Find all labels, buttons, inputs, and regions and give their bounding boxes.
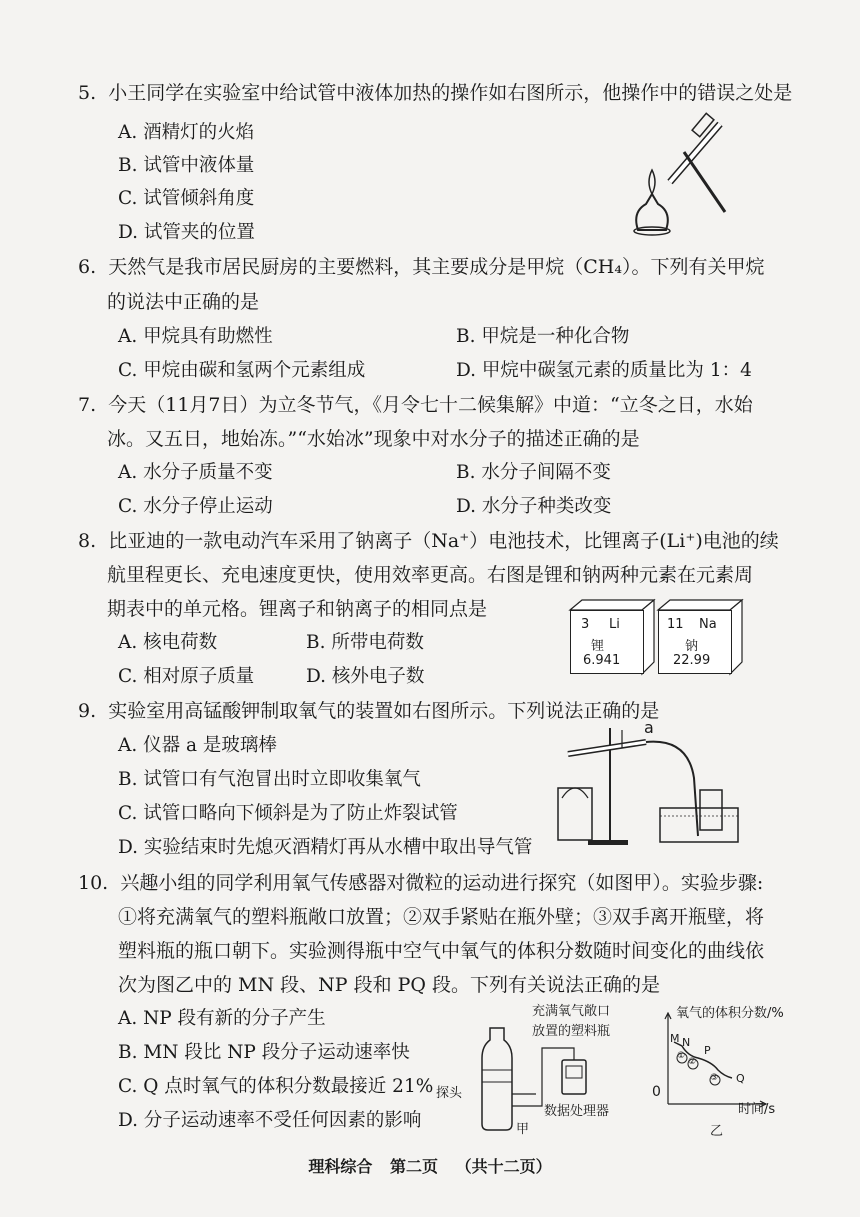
q5-stem: 5. 小王同学在实验室中给试管中液体加热的操作如右图所示，他操作中的错误之处是 (78, 82, 793, 104)
q10-x-axis-label: 时间/s (738, 1102, 776, 1117)
q6-option-c: C. 甲烷由碳和氢两个元素组成 (118, 360, 366, 381)
q10-option-b: B. MN 段比 NP 段分子运动速率快 (118, 1042, 410, 1063)
q10-option-c: C. Q 点时氧气的体积分数最接近 21% (118, 1076, 434, 1097)
footer-page: 第二页 (389, 1157, 438, 1176)
q6-option-a: A. 甲烷具有助燃性 (118, 326, 273, 347)
q10-point-m: M (670, 1032, 680, 1045)
q6-option-b: B. 甲烷是一种化合物 (456, 326, 630, 347)
q10-caption-jia: 甲 (516, 1122, 530, 1137)
q10-probe-label: 探头 (436, 1086, 463, 1101)
na-mass: 22.99 (673, 653, 711, 668)
q7-option-b: B. 水分子间隔不变 (456, 462, 611, 483)
q9-option-a: A. 仪器 a 是玻璃棒 (118, 735, 277, 756)
q10-stage-3: ③ (710, 1073, 719, 1083)
q7-stem-line2: 冰。又五日，地始冻。”“水始冰”现象中对水分子的描述正确的是 (107, 428, 640, 450)
q7-option-a: A. 水分子质量不变 (118, 462, 273, 483)
na-name: 钠 (685, 639, 699, 654)
na-symbol: Na (699, 617, 717, 632)
q10-stage-2: ② (688, 1057, 697, 1067)
q10-bottle-label2: 放置的塑料瓶 (532, 1024, 611, 1039)
q6-option-d: D. 甲烷中碳氢元素的质量比为 1：4 (456, 360, 752, 381)
q9-option-b: B. 试管口有气泡冒出时立即收集氧气 (118, 769, 421, 790)
q6-stem-line1: 6. 天然气是我市居民厨房的主要燃料，其主要成分是甲烷（CH₄）。下列有关甲烷 (78, 256, 765, 278)
q10-stem-line2: ①将充满氧气的塑料瓶敞口放置；②双手紧贴在瓶外壁；③双手离开瓶壁，将 (118, 906, 765, 928)
q10-figure-yi (660, 1012, 770, 1112)
q10-stem-line1: 10. 兴趣小组的同学利用氧气传感器对微粒的运动进行探究（如图甲）。实验步骤: (78, 872, 764, 894)
q10-point-p: P (704, 1044, 711, 1057)
q8-option-a: A. 核电荷数 (118, 632, 218, 653)
q7-stem-line1: 7. 今天（11月7日）为立冬节气，《月令七十二候集解》中道：“立冬之日，水始 (78, 394, 753, 416)
li-symbol: Li (609, 617, 620, 632)
q9-label-a: a (644, 718, 654, 737)
q9-stem: 9. 实验室用高锰酸钾制取氧气的装置如右图所示。下列说法正确的是 (78, 700, 660, 722)
li-mass: 6.941 (583, 653, 621, 668)
q5-option-d: D. 试管夹的位置 (118, 222, 255, 243)
q7-option-d: D. 水分子种类改变 (456, 496, 612, 517)
q5-option-a: A. 酒精灯的火焰 (118, 122, 255, 143)
li-atomic-number: 3 (581, 617, 590, 632)
q9-option-d: D. 实验结束时先熄灭酒精灯再从水槽中取出导气管 (118, 837, 533, 858)
q10-point-q: Q (736, 1072, 745, 1085)
q10-option-a: A. NP 段有新的分子产生 (118, 1008, 326, 1029)
q8-stem-line1: 8. 比亚迪的一款电动汽车采用了钠离子（Na⁺）电池技术，比锂离子(Li⁺)电池的续 (78, 530, 779, 552)
q10-bottle-label1: 充满氧气敞口 (532, 1004, 611, 1019)
q10-origin: 0 (652, 1084, 661, 1100)
q9-option-c: C. 试管口略向下倾斜是为了防止炸裂试管 (118, 803, 458, 824)
q8-option-d: D. 核外电子数 (306, 666, 425, 687)
q8-stem-line2: 航里程更长、充电速度更快，使用效率更高。右图是锂和钠两种元素在元素周 (107, 564, 754, 586)
q10-option-d: D. 分子运动速率不受任何因素的影响 (118, 1110, 422, 1131)
q8-stem-line3: 期表中的单元格。锂离子和钠离子的相同点是 (107, 598, 488, 620)
element-cell-li (570, 610, 644, 674)
q9-oxygen-apparatus (548, 718, 748, 848)
footer-total: （共十二页） (455, 1157, 552, 1176)
q10-y-axis-label: 氧气的体积分数/% (676, 1006, 784, 1021)
footer-subject: 理科综合 (308, 1157, 373, 1176)
page-footer (0, 1154, 860, 1177)
q10-point-n: N (682, 1036, 691, 1049)
q5-option-b: B. 试管中液体量 (118, 155, 255, 176)
q8-option-c: C. 相对原子质量 (118, 666, 255, 687)
q5-option-c: C. 试管倾斜角度 (118, 188, 255, 209)
q10-stage-1: ① (677, 1051, 686, 1061)
li-name: 锂 (591, 639, 605, 654)
q7-option-c: C. 水分子停止运动 (118, 496, 273, 517)
na-atomic-number: 11 (667, 617, 684, 632)
q10-caption-yi: 乙 (710, 1124, 724, 1139)
q8-option-b: B. 所带电荷数 (306, 632, 424, 653)
q6-stem-line2: 的说法中正确的是 (107, 291, 260, 313)
q10-processor-label: 数据处理器 (544, 1104, 610, 1119)
q10-stem-line4: 次为图乙中的 MN 段、NP 段和 PQ 段。下列有关说法正确的是 (118, 974, 661, 996)
q10-stem-line3: 塑料瓶的瓶口朝下。实验测得瓶中空气中氧气的体积分数随时间变化的曲线依 (118, 940, 765, 962)
q5-heating-figure (620, 112, 730, 242)
element-cell-na (658, 610, 732, 674)
